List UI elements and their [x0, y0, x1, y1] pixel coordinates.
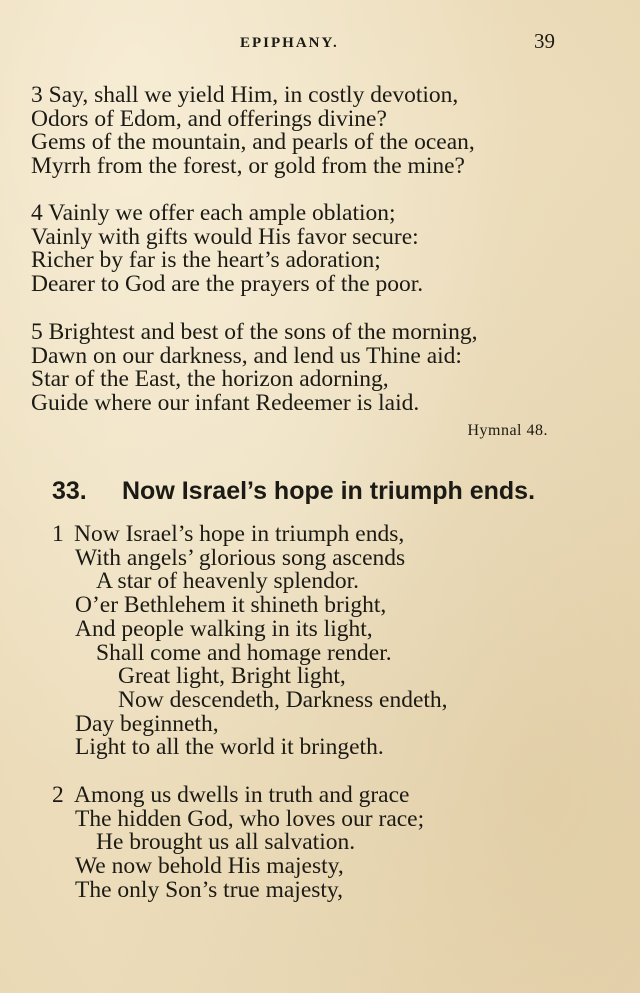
- stanza-5: [31, 321, 621, 416]
- stanza-line: Gems of the mountain, and pearls of the ocean,: [31, 129, 475, 156]
- line-text: Now Israel’s hope in triumph ends,: [74, 521, 405, 547]
- stanza-line: [31, 202, 621, 226]
- line-text: Among us dwells in truth and grace: [74, 782, 410, 808]
- stanza-line: A star of heavenly splendor.: [96, 568, 360, 595]
- stanza-line: Guide where our infant Redeemer is laid.: [31, 390, 420, 417]
- stanza-number: 2: [52, 782, 64, 808]
- hymn-heading: [52, 477, 612, 506]
- stanza-number: 3: [31, 82, 43, 108]
- stanza-line: And people walking in its light,: [75, 615, 373, 642]
- stanza-line: Richer by far is the heart’s adoration;: [31, 247, 381, 274]
- stanza-line: Star of the East, the horizon adorning,: [31, 366, 389, 393]
- stanza-line: Day beginneth,: [75, 710, 219, 737]
- stanza-line: He brought us all salvation.: [96, 829, 356, 856]
- stanza-line: The hidden God, who loves our race;: [75, 805, 425, 832]
- stanza-line: [31, 84, 621, 108]
- stanza-3: [31, 84, 621, 179]
- stanza-number: 4: [31, 200, 43, 226]
- stanza-line: [52, 523, 622, 547]
- stanza-number: 5: [31, 319, 43, 345]
- stanza-line: Great light, Bright light,: [118, 663, 346, 690]
- stanza-line: Dawn on our darkness, and lend us Thine aid:: [31, 342, 462, 369]
- stanza-line: O’er Bethlehem it shineth bright,: [75, 592, 387, 619]
- stanza-line: Light to all the world it bringeth.: [75, 734, 384, 761]
- stanza-line: We now behold His majesty,: [75, 853, 344, 880]
- hymnal-reference: Hymnal 48.: [467, 422, 548, 439]
- stanza-line: Odors of Edom, and offerings divine?: [31, 105, 387, 132]
- running-title: EPIPHANY.: [240, 35, 339, 51]
- stanza-line: The only Son’s true majesty,: [75, 876, 344, 903]
- hymn-stanza-2: [52, 784, 622, 903]
- line-text: Say, shall we yield Him, in costly devotion,: [48, 82, 459, 108]
- stanza-line: [52, 784, 622, 808]
- hymn-title: Now Israel’s hope in triumph ends.: [122, 477, 536, 505]
- stanza-number: 1: [52, 521, 64, 547]
- stanza-line: Dearer to God are the prayers of the poor.: [31, 271, 424, 298]
- page-header: [0, 27, 640, 57]
- stanza-line: Now descendeth, Darkness endeth,: [118, 686, 448, 713]
- stanza-line: [31, 321, 621, 345]
- hymn-stanza-1: [52, 523, 622, 760]
- stanza-line: Vainly with gifts would His favor secure:: [31, 223, 419, 250]
- hymn-number: 33.: [52, 477, 87, 505]
- stanza-4: [31, 202, 621, 297]
- line-text: Vainly we offer each ample oblation;: [48, 200, 396, 226]
- line-text: Brightest and best of the sons of the morning,: [48, 319, 478, 345]
- stanza-line: With angels’ glorious song ascends: [75, 544, 406, 571]
- stanza-line: Shall come and homage render.: [96, 639, 392, 666]
- stanza-line: Myrrh from the forest, or gold from the mine?: [31, 153, 465, 180]
- page-number: 39: [534, 29, 555, 53]
